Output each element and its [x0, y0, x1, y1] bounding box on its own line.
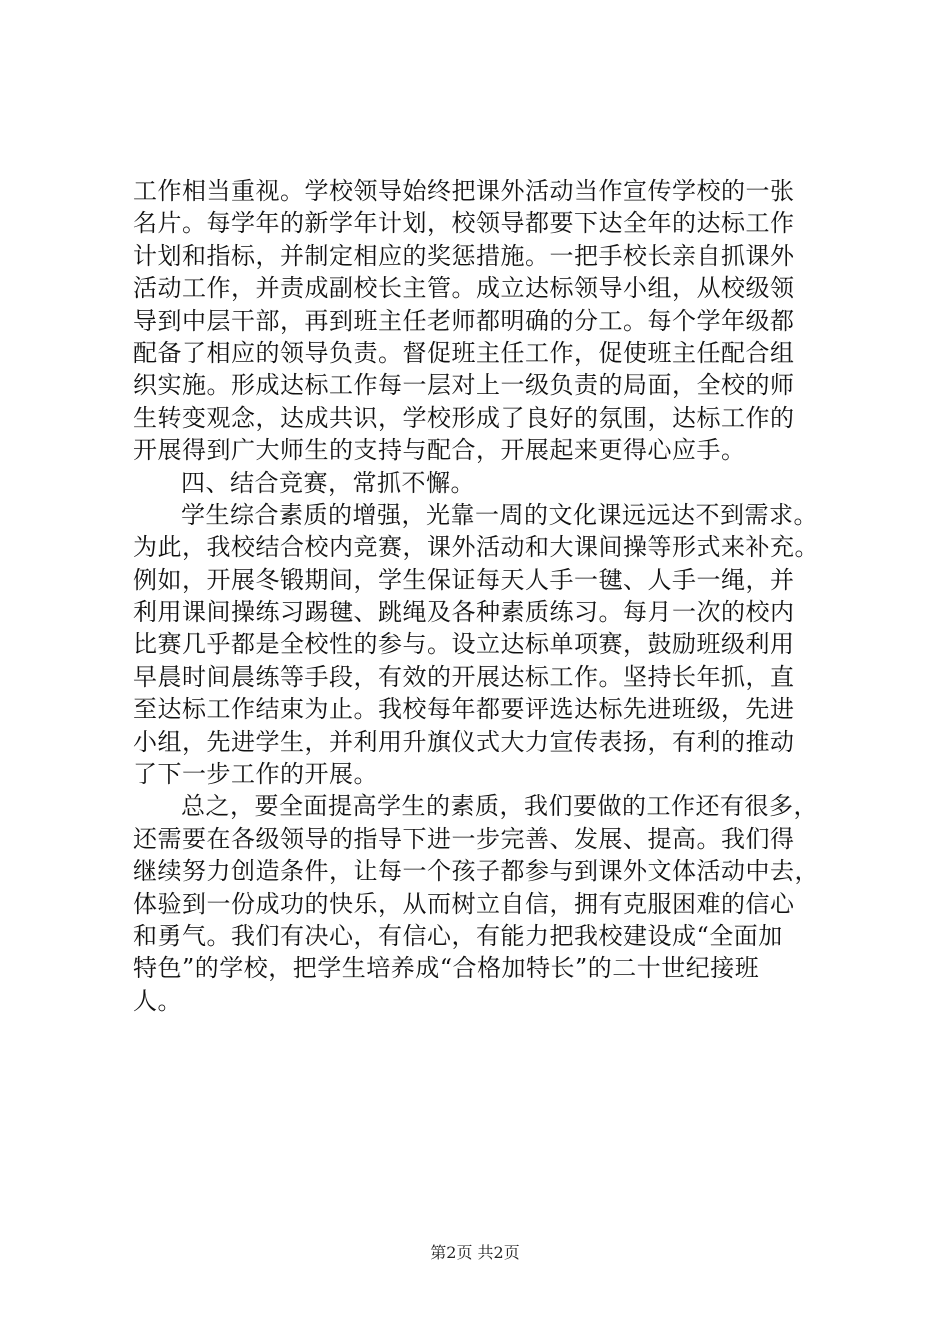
- text-line: 学生综合素质的增强，光靠一周的文化课远远达不到需求。: [181, 500, 818, 529]
- text-line: 至达标工作结束为止。我校每年都要评选达标先进班级，先进: [133, 695, 795, 724]
- text-line: 例如，开展冬锻期间，学生保证每天人手一毽、人手一绳，并: [133, 565, 795, 594]
- text-line: 利用课间操练习踢毽、跳绳及各种素质练习。每月一次的校内: [133, 598, 795, 627]
- text-line: 和勇气。我们有决心，有信心，有能力把我校建设成“全面加: [133, 921, 783, 950]
- text-line: 早晨时间晨练等手段，有效的开展达标工作。坚持长年抓，直: [133, 662, 795, 691]
- text-line: 比赛几乎都是全校性的参与。设立达标单项赛，鼓励班级利用: [133, 630, 795, 659]
- text-line: 名片。每学年的新学年计划，校领导都要下达全年的达标工作: [133, 209, 795, 238]
- text-line: 了下一步工作的开展。: [133, 760, 378, 789]
- text-line: 配备了相应的领导负责。督促班主任工作，促使班主任配合组: [133, 338, 795, 367]
- text-line: 开展得到广大师生的支持与配合，开展起来更得心应手。: [133, 436, 746, 465]
- text-line: 计划和指标，并制定相应的奖惩措施。一把手校长亲自抓课外: [133, 241, 795, 270]
- text-line: 总之，要全面提高学生的素质，我们要做的工作还有很多，: [181, 792, 818, 821]
- text-line: 人。: [133, 986, 182, 1015]
- page-number-footer: 第2页 共2页: [430, 1243, 520, 1262]
- text-line: 体验到一份成功的快乐，从而树立自信，拥有克服困难的信心: [133, 889, 795, 918]
- text-line: 活动工作，并责成副校长主管。成立达标领导小组，从校级领: [133, 274, 795, 303]
- body-text: [133, 175, 833, 1017]
- text-line: 织实施。形成达标工作每一层对上一级负责的局面，全校的师: [133, 371, 795, 400]
- text-line: 特色”的学校，把学生培养成“合格加特长”的二十世纪接班: [133, 954, 760, 983]
- text-line: 工作相当重视。学校领导始终把课外活动当作宣传学校的一张: [133, 177, 795, 205]
- text-line: 还需要在各级领导的指导下进一步完善、发展、提高。我们得: [133, 824, 795, 853]
- section-heading: 四、结合竞赛，常抓不懈。: [181, 468, 475, 497]
- text-line: 小组，先进学生，并利用升旗仪式大力宣传表扬，有利的推动: [133, 727, 795, 756]
- text-line: 导到中层干部，再到班主任老师都明确的分工。每个学年级都: [133, 306, 795, 335]
- text-line: 生转变观念，达成共识，学校形成了良好的氛围，达标工作的: [133, 403, 795, 432]
- text-line: 为此，我校结合校内竞赛，课外活动和大课间操等形式来补充。: [133, 533, 819, 562]
- text-line: 继续努力创造条件，让每一个孩子都参与到课外文体活动中去，: [133, 857, 819, 886]
